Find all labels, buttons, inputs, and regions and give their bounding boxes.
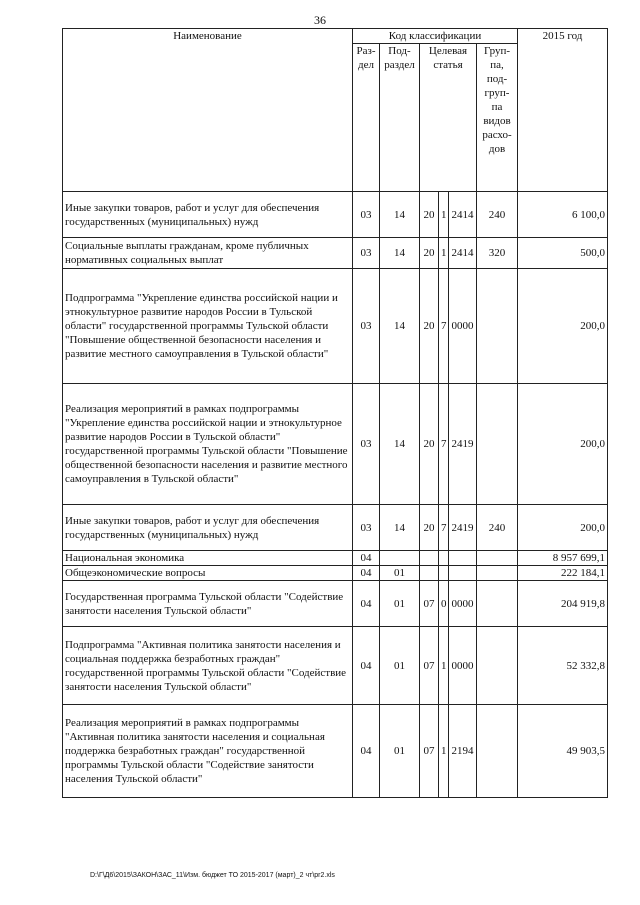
table-row — [63, 384, 608, 505]
row-subsection: 14 — [380, 269, 420, 384]
row-target-program: 20 — [420, 238, 439, 269]
table-row — [63, 566, 608, 581]
table-row — [63, 192, 608, 238]
row-target-subprogram — [439, 566, 449, 581]
row-amount: 222 184,1 — [518, 566, 608, 581]
row-target-program: 20 — [420, 384, 439, 505]
row-section: 04 — [353, 581, 380, 627]
row-subsection: 14 — [380, 238, 420, 269]
row-section: 04 — [353, 566, 380, 581]
file-path-footer: D:\Г\Д6\2015\ЗАКОН\ЗАС_11\Изм. бюджет ТО 2015-2017 (март)_2 чт\рr2.xls — [90, 872, 335, 879]
row-target-direction: 0000 — [449, 269, 477, 384]
row-target-subprogram: 1 — [439, 705, 449, 798]
row-subsection: 01 — [380, 705, 420, 798]
row-subsection: 01 — [380, 581, 420, 627]
row-target-program: 20 — [420, 505, 439, 551]
row-amount: 500,0 — [518, 238, 608, 269]
header-classification: Код классификации — [353, 29, 518, 44]
row-name: Реализация мероприятий в рамках подпрограммы "Активная политика занятости населения и социальная поддержка безработных граждан" государственной программы Тульской области "Содействие занятости населения Тульской области" — [63, 705, 353, 798]
header-target-article: Целевая статья — [420, 44, 477, 192]
row-subsection: 01 — [380, 566, 420, 581]
row-target-direction: 2419 — [449, 384, 477, 505]
row-amount: 6 100,0 — [518, 192, 608, 238]
row-amount: 200,0 — [518, 269, 608, 384]
row-subsection — [380, 551, 420, 566]
table-row — [63, 238, 608, 269]
row-expense-group: 240 — [477, 505, 518, 551]
row-subsection: 14 — [380, 192, 420, 238]
row-expense-group: 320 — [477, 238, 518, 269]
row-target-direction: 2414 — [449, 192, 477, 238]
table-row — [63, 581, 608, 627]
header-year: 2015 год — [518, 29, 608, 192]
row-section: 04 — [353, 705, 380, 798]
table-row — [63, 705, 608, 798]
row-subsection: 14 — [380, 384, 420, 505]
row-name: Национальная экономика — [63, 551, 353, 566]
row-target-subprogram: 7 — [439, 269, 449, 384]
row-target-program: 07 — [420, 705, 439, 798]
row-target-subprogram: 7 — [439, 384, 449, 505]
row-amount: 200,0 — [518, 384, 608, 505]
header-section: Раз- дел — [353, 44, 380, 192]
row-target-direction — [449, 551, 477, 566]
row-section: 03 — [353, 505, 380, 551]
row-expense-group — [477, 705, 518, 798]
row-target-subprogram: 0 — [439, 581, 449, 627]
row-target-program: 07 — [420, 627, 439, 705]
row-target-direction: 2194 — [449, 705, 477, 798]
row-amount: 49 903,5 — [518, 705, 608, 798]
row-target-subprogram: 7 — [439, 505, 449, 551]
row-name: Государственная программа Тульской области "Содействие занятости населения Тульской области" — [63, 581, 353, 627]
row-section: 03 — [353, 269, 380, 384]
row-target-program — [420, 566, 439, 581]
row-target-subprogram: 1 — [439, 192, 449, 238]
row-target-direction: 2419 — [449, 505, 477, 551]
row-target-program: 20 — [420, 269, 439, 384]
header-subsection: Под- раздел — [380, 44, 420, 192]
row-target-subprogram: 1 — [439, 627, 449, 705]
table-row — [63, 627, 608, 705]
row-section: 04 — [353, 551, 380, 566]
row-section: 03 — [353, 384, 380, 505]
row-target-program — [420, 551, 439, 566]
row-subsection: 14 — [380, 505, 420, 551]
row-expense-group — [477, 566, 518, 581]
row-name: Реализация мероприятий в рамках подпрограммы "Укрепление единства российской нации и этнокультурное развитие народов России в Тульской области" государственной программы Тульской области "Повышение общественной безопасности населения и развитие местного самоуправления в Тульской области" — [63, 384, 353, 505]
table-row — [63, 269, 608, 384]
row-name: Иные закупки товаров, работ и услуг для обеспечения государственных (муниципальных) нужд — [63, 505, 353, 551]
header-name: Наименование — [63, 29, 353, 192]
row-target-program: 07 — [420, 581, 439, 627]
page-number: 36 — [314, 13, 326, 27]
row-expense-group — [477, 551, 518, 566]
row-name: Подпрограмма "Активная политика занятости населения и социальная поддержка безработных граждан" государственной программы Тульской области "Содействие занятости населения Тульской области" — [63, 627, 353, 705]
row-section: 03 — [353, 192, 380, 238]
row-amount: 204 919,8 — [518, 581, 608, 627]
row-name: Подпрограмма "Укрепление единства российской нации и этнокультурное развитие народов России в Тульской области" государственной программы Тульской области "Повышение общественной безопасности населения и развитие местного самоуправления в Тульской области" — [63, 269, 353, 384]
budget-table — [62, 28, 608, 798]
row-expense-group — [477, 581, 518, 627]
row-target-direction: 0000 — [449, 627, 477, 705]
row-expense-group: 240 — [477, 192, 518, 238]
table-row — [63, 505, 608, 551]
header-expense-group: Груп- па, под- груп- па видов расхо- дов — [477, 44, 518, 192]
row-subsection: 01 — [380, 627, 420, 705]
row-section: 04 — [353, 627, 380, 705]
row-expense-group — [477, 627, 518, 705]
row-target-direction: 2414 — [449, 238, 477, 269]
row-name: Социальные выплаты гражданам, кроме публичных нормативных социальных выплат — [63, 238, 353, 269]
row-target-subprogram — [439, 551, 449, 566]
row-target-program: 20 — [420, 192, 439, 238]
row-section: 03 — [353, 238, 380, 269]
row-expense-group — [477, 269, 518, 384]
row-amount: 52 332,8 — [518, 627, 608, 705]
row-name: Общеэкономические вопросы — [63, 566, 353, 581]
row-target-direction — [449, 566, 477, 581]
row-target-subprogram: 1 — [439, 238, 449, 269]
row-target-direction: 0000 — [449, 581, 477, 627]
row-name: Иные закупки товаров, работ и услуг для обеспечения государственных (муниципальных) нужд — [63, 192, 353, 238]
table-row — [63, 551, 608, 566]
row-amount: 200,0 — [518, 505, 608, 551]
row-expense-group — [477, 384, 518, 505]
row-amount: 8 957 699,1 — [518, 551, 608, 566]
